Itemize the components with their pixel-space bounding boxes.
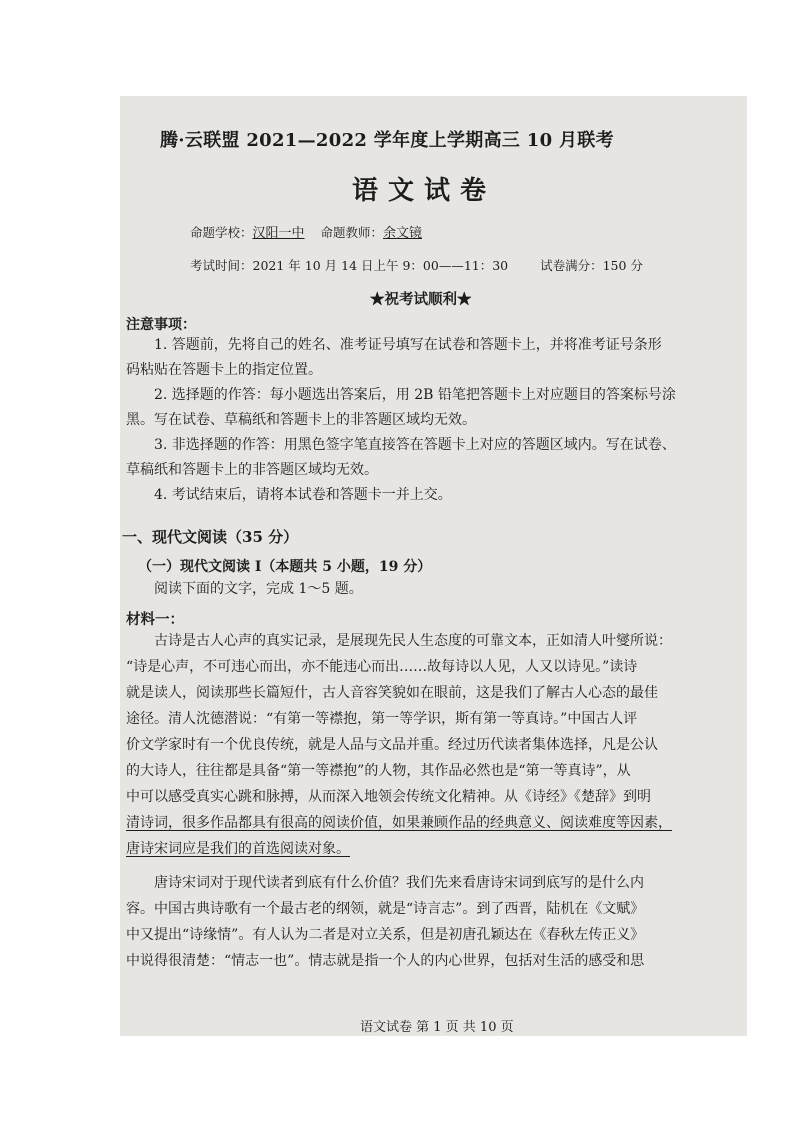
paragraph-line: 古诗是古人心声的真实记录，是展现先民人生态度的可靠文本，正如清人叶燮所说： bbox=[154, 633, 672, 649]
reading-instruction: 阅读下面的文字，完成 1～5 题。 bbox=[154, 581, 363, 597]
material-label: 材料一： bbox=[126, 611, 184, 628]
paragraph-line: “诗是心声，不可违心而出，亦不能违心而出……故每诗以人见，人又以诗见。”读诗 bbox=[126, 659, 638, 675]
exam-meta bbox=[190, 222, 422, 241]
notice-line: 黑。写在试卷、草稿纸和答题卡上的非答题区域均无效。 bbox=[126, 412, 476, 428]
paragraph-line: 中可以感受真实心跳和脉搏，从而深入地领会传统文化精神。从《诗经》《楚辞》到明 bbox=[126, 789, 651, 805]
paragraph-line: 唐诗宋词应是我们的首选阅读对象。 bbox=[126, 841, 350, 857]
paragraph-line: 唐诗宋词对于现代读者到底有什么价值？我们先来看唐诗宋词到底写的是什么内 bbox=[154, 875, 644, 891]
paragraph-line: 中又提出“诗缘情”。有人认为二者是对立关系，但是初唐孔颖达在《春秋左传正义》 bbox=[126, 927, 645, 943]
notice-line: 码粘贴在答题卡上的指定位置。 bbox=[126, 362, 322, 378]
document-title: 语文试卷 bbox=[352, 176, 497, 206]
paragraph-line: 途径。清人沈德潜说：“有第一等襟抱，第一等学识，斯有第一等真诗。”中国古人评 bbox=[126, 711, 638, 727]
page-footer: 语文试卷 第 1 页 共 10 页 bbox=[360, 1020, 514, 1035]
subsection-heading: （一）现代文阅读 Ⅰ（本题共 5 小题，19 分） bbox=[138, 559, 432, 575]
exam-page bbox=[120, 96, 747, 1036]
notice-heading: 注意事项： bbox=[126, 317, 196, 333]
full-score: 试卷满分：150 分 bbox=[540, 258, 643, 273]
exam-info bbox=[190, 256, 643, 274]
notice-line: 2. 选择题的作答：每小题选出答案后，用 2B 铅笔把答题卡上对应题目的答案标号涂 bbox=[154, 387, 676, 403]
school-label: 命题学校： bbox=[190, 225, 253, 240]
notice-line: 1. 答题前，先将自己的姓名、准考证号填写在试卷和答题卡上，并将准考证号条形 bbox=[154, 337, 662, 353]
paragraph-line: 的大诗人，往往都是具备“第一等襟抱”的人物，其作品必然也是“第一等真诗”，从 bbox=[126, 763, 631, 779]
paragraph-line: 价文学家时有一个优良传统，就是人品与文品并重。经过历代读者集体选择，凡是公认 bbox=[126, 737, 658, 753]
good-luck-banner: ★祝考试顺利★ bbox=[370, 291, 472, 308]
teacher-label: 命题教师： bbox=[320, 225, 384, 240]
paragraph-line: 就是读人，阅读那些长篇短什，古人音容笑貌如在眼前，这是我们了解古人心态的最佳 bbox=[126, 685, 658, 701]
notice-line: 3. 非选择题的作答：用黑色签字笔直接答在答题卡上对应的答题区域内。写在试卷、 bbox=[154, 437, 676, 453]
notice-line: 草稿纸和答题卡上的非答题区域均无效。 bbox=[126, 462, 378, 478]
school-name: 汉阳一中 bbox=[252, 226, 305, 241]
section-heading: 一、现代文阅读（35 分） bbox=[122, 528, 299, 546]
teacher-name: 余文镜 bbox=[383, 226, 423, 241]
exam-time: 考试时间：2021 年 10 月 14 日上午 9：00——11：30 bbox=[190, 258, 509, 273]
paragraph-line: 中说得很清楚：“情志一也”。情志就是指一个人的内心世界，包括对生活的感受和思 bbox=[126, 953, 645, 969]
exam-header-title: 腾·云联盟 2021—2022 学年度上学期高三 10 月联考 bbox=[160, 130, 614, 151]
paragraph-line: 清诗词，很多作品都具有很高的阅读价值，如果兼顾作品的经典意义、阅读难度等因素， bbox=[126, 815, 672, 831]
paragraph-line: 容。中国古典诗歌有一个最古老的纲领，就是“诗言志”。到了西晋，陆机在《文赋》 bbox=[126, 901, 645, 917]
notice-line: 4. 考试结束后，请将本试卷和答题卡一并上交。 bbox=[154, 487, 452, 503]
